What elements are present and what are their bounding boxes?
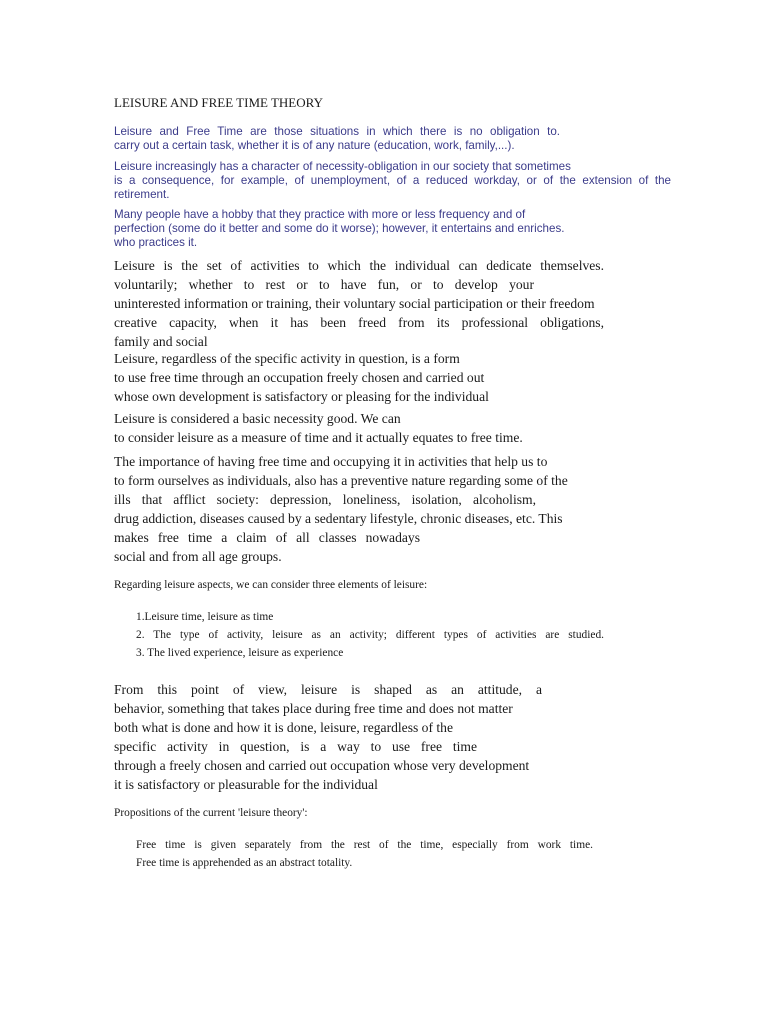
list-item: 1.Leisure time, leisure as time [136, 611, 274, 623]
text-line: carry out a certain task, whether it is of any nature (education, work, family,...). [114, 139, 515, 152]
body-paragraph-attitude [114, 680, 604, 794]
text-line: is a consequence, for example, of unemployment, of a reduced workday, or of the extension of the [114, 174, 671, 187]
aspects-intro: Regarding leisure aspects, we can consider three elements of leisure: [114, 579, 428, 591]
blue-paragraph-1 [114, 125, 560, 153]
text-line: voluntarily; whether to rest or to have fun, or to develop your [114, 277, 534, 292]
list-item: Free time is apprehended as an abstract totality. [136, 857, 353, 869]
body-paragraph-basic-necessity [114, 409, 604, 447]
blue-paragraph-2 [114, 160, 671, 202]
text-line: perfection (some do it better and some do it worse); however, it entertains and enriches. [114, 222, 565, 235]
body-paragraph-importance [114, 452, 604, 566]
text-line: Leisure and Free Time are those situations in which there is no obligation to. [114, 125, 560, 138]
propositions-intro: Propositions of the current 'leisure theory': [114, 807, 308, 819]
text-line: retirement. [114, 188, 170, 201]
text-line: behavior, something that takes place during free time and does not matter [114, 701, 513, 716]
text-line: ills that afflict society: depression, loneliness, isolation, alcoholism, [114, 492, 536, 507]
text-line: Leisure is considered a basic necessity good. We can [114, 411, 401, 426]
list-item: 2. The type of activity, leisure as an activity; different types of activities are studied. [136, 629, 604, 641]
text-line: it is satisfactory or pleasurable for the individual [114, 777, 378, 792]
text-line: to use free time through an occupation freely chosen and carried out [114, 370, 485, 385]
text-line: specific activity in question, is a way to use free time [114, 739, 477, 754]
text-line: Leisure is the set of activities to which the individual can dedicate themselves. [114, 258, 604, 273]
body-paragraph-leisure-form [114, 349, 604, 406]
text-line: uninterested information or training, their voluntary social participation or their freedom [114, 296, 595, 311]
text-line: social and from all age groups. [114, 549, 282, 564]
body-paragraph-leisure-definition [114, 256, 604, 351]
document-title: LEISURE AND FREE TIME THEORY [114, 95, 323, 110]
text-line: to form ourselves as individuals, also has a preventive nature regarding some of the [114, 473, 568, 488]
text-line: drug addiction, diseases caused by a sedentary lifestyle, chronic diseases, etc. This [114, 511, 563, 526]
text-line: family and social [114, 334, 208, 349]
text-line: through a freely chosen and carried out occupation whose very development [114, 758, 530, 773]
text-line: whose own development is satisfactory or pleasing for the individual [114, 389, 489, 404]
leisure-elements-list [136, 608, 604, 662]
propositions-list [136, 836, 593, 872]
list-item: 3. The lived experience, leisure as experience [136, 647, 344, 659]
text-line: Many people have a hobby that they practice with more or less frequency and of [114, 208, 526, 221]
text-line: makes free time a claim of all classes nowadays [114, 530, 420, 545]
text-line: Leisure, regardless of the specific activity in question, is a form [114, 351, 460, 366]
list-item: Free time is given separately from the rest of the time, especially from work time. [136, 839, 593, 851]
text-line: both what is done and how it is done, leisure, regardless of the [114, 720, 454, 735]
text-line: creative capacity, when it has been freed from its professional obligations, [114, 315, 604, 330]
text-line: From this point of view, leisure is shaped as an attitude, a [114, 682, 542, 697]
text-line: The importance of having free time and occupying it in activities that help us to [114, 454, 548, 469]
blue-paragraph-3 [114, 208, 604, 250]
text-line: who practices it. [114, 236, 198, 249]
text-line: Leisure increasingly has a character of necessity-obligation in our society that sometimes [114, 160, 571, 173]
text-line: to consider leisure as a measure of time and it actually equates to free time. [114, 430, 523, 445]
